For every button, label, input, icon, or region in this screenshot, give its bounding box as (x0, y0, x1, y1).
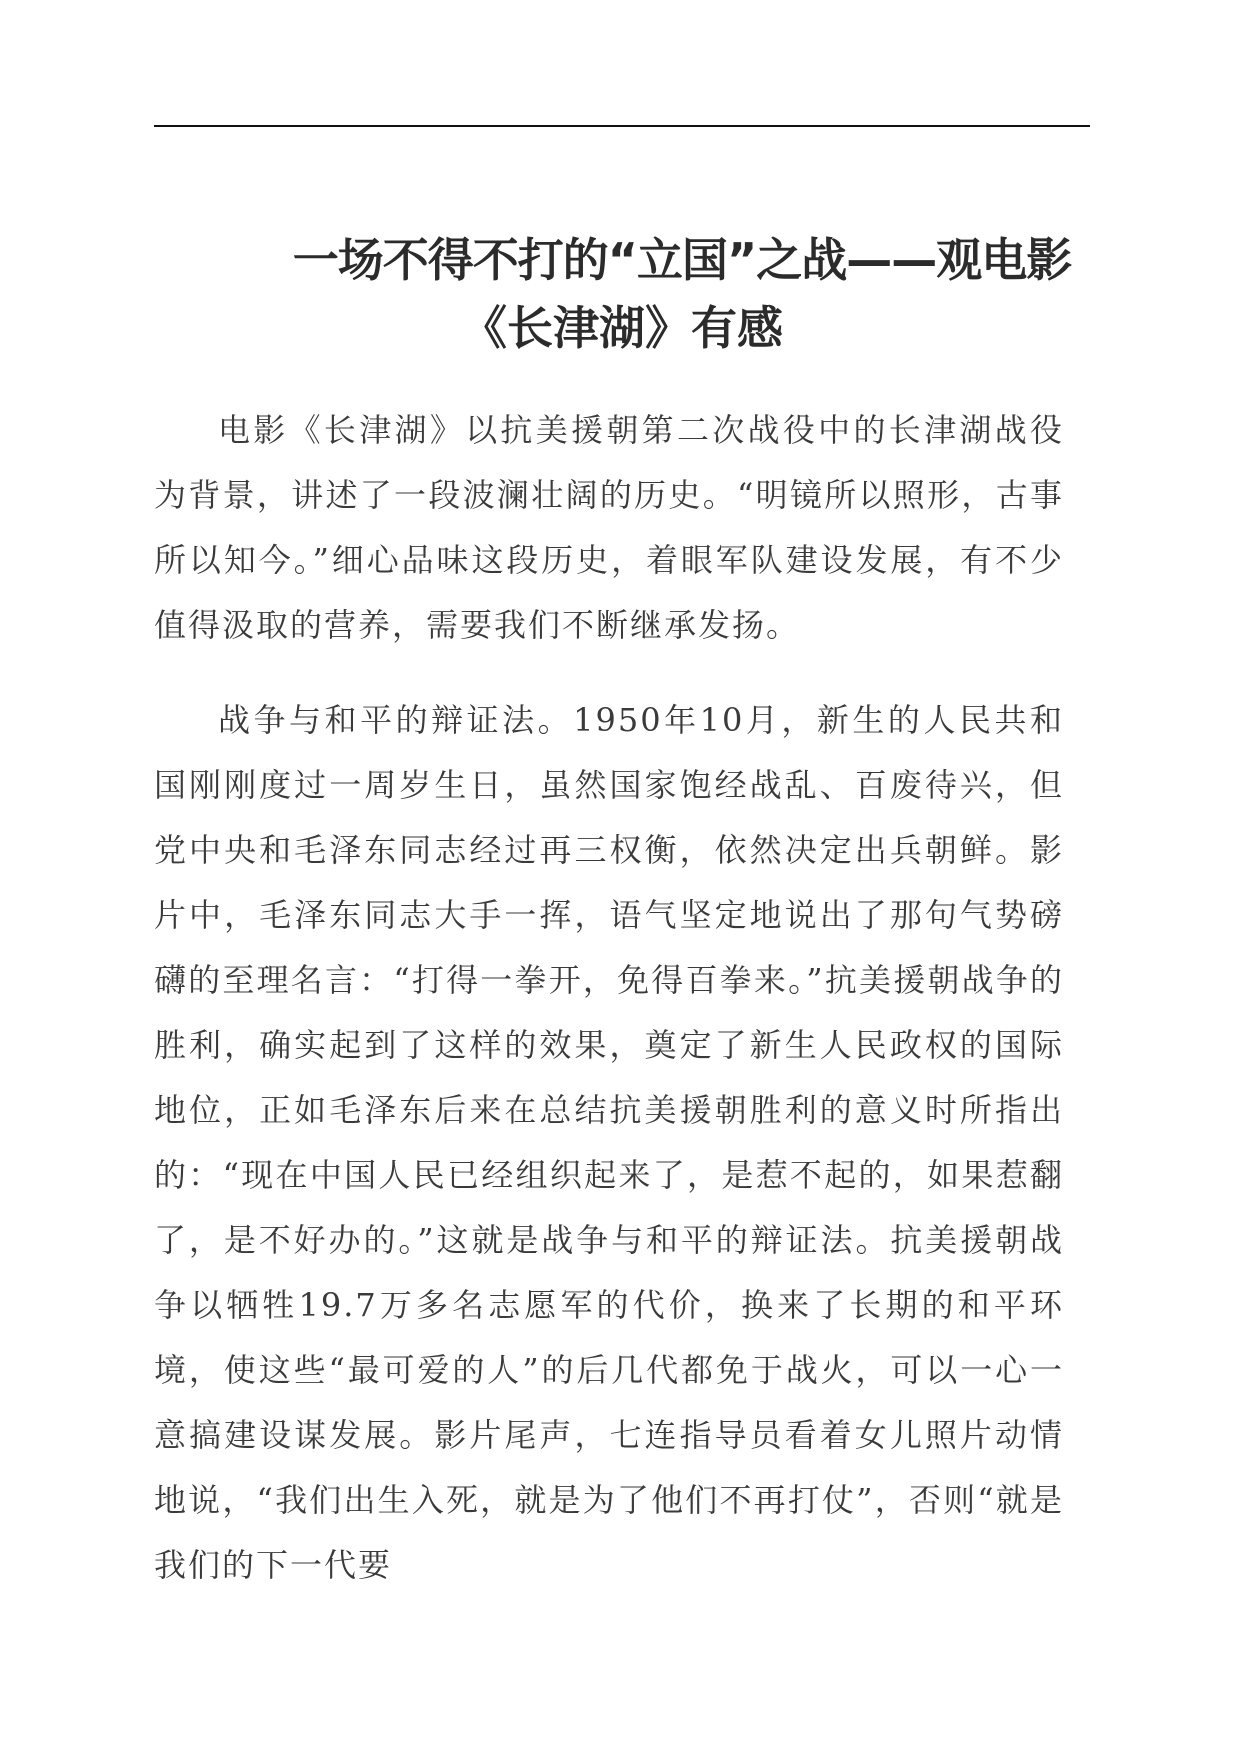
header-divider (154, 125, 1090, 127)
paragraph-war-and-peace: 战争与和平的辩证法。1950年10月，新生的人民共和国刚刚度过一周岁生日，虽然国家饱经战乱、百废待兴，但党中央和毛泽东同志经过再三权衡，依然决定出兵朝鲜。影片中，毛泽东同志大手一挥，语气坚定地说出了那句气势磅礴的至理名言：“打得一拳开，免得百拳来。”抗美援朝战争的胜利，确实起到了这样的效果，奠定了新生人民政权的国际地位，正如毛泽东后来在总结抗美援朝胜利的意义时所指出的：“现在中国人民已经组织起来了，是惹不起的，如果惹翻了，是不好办的。”这就是战争与和平的辩证法。抗美援朝战争以牺牲19.7万多名志愿军的代价，换来了长期的和平环境，使这些“最可爱的人”的后几代都免于战火，可以一心一意搞建设谋发展。影片尾声，七连指导员看着女儿照片动情地说，“我们出生入死，就是为了他们不再打仗”，否则“就是我们的下一代要 (154, 701, 1064, 1584)
paragraph-intro: 电影《长津湖》以抗美援朝第二次战役中的长津湖战役为背景，讲述了一段波澜壮阔的历史。“明镜所以照形，古事所以知今。”细心品味这段历史，着眼军队建设发展，有不少值得汲取的营养，需要我们不断继承发扬。 (154, 411, 1064, 644)
title-line-2: 《长津湖》有感 (461, 301, 783, 355)
title-line-1: 一场不得不打的“立国”之战——观电影 (292, 233, 1072, 287)
document-body (154, 398, 1064, 1628)
document-title (154, 226, 1090, 362)
